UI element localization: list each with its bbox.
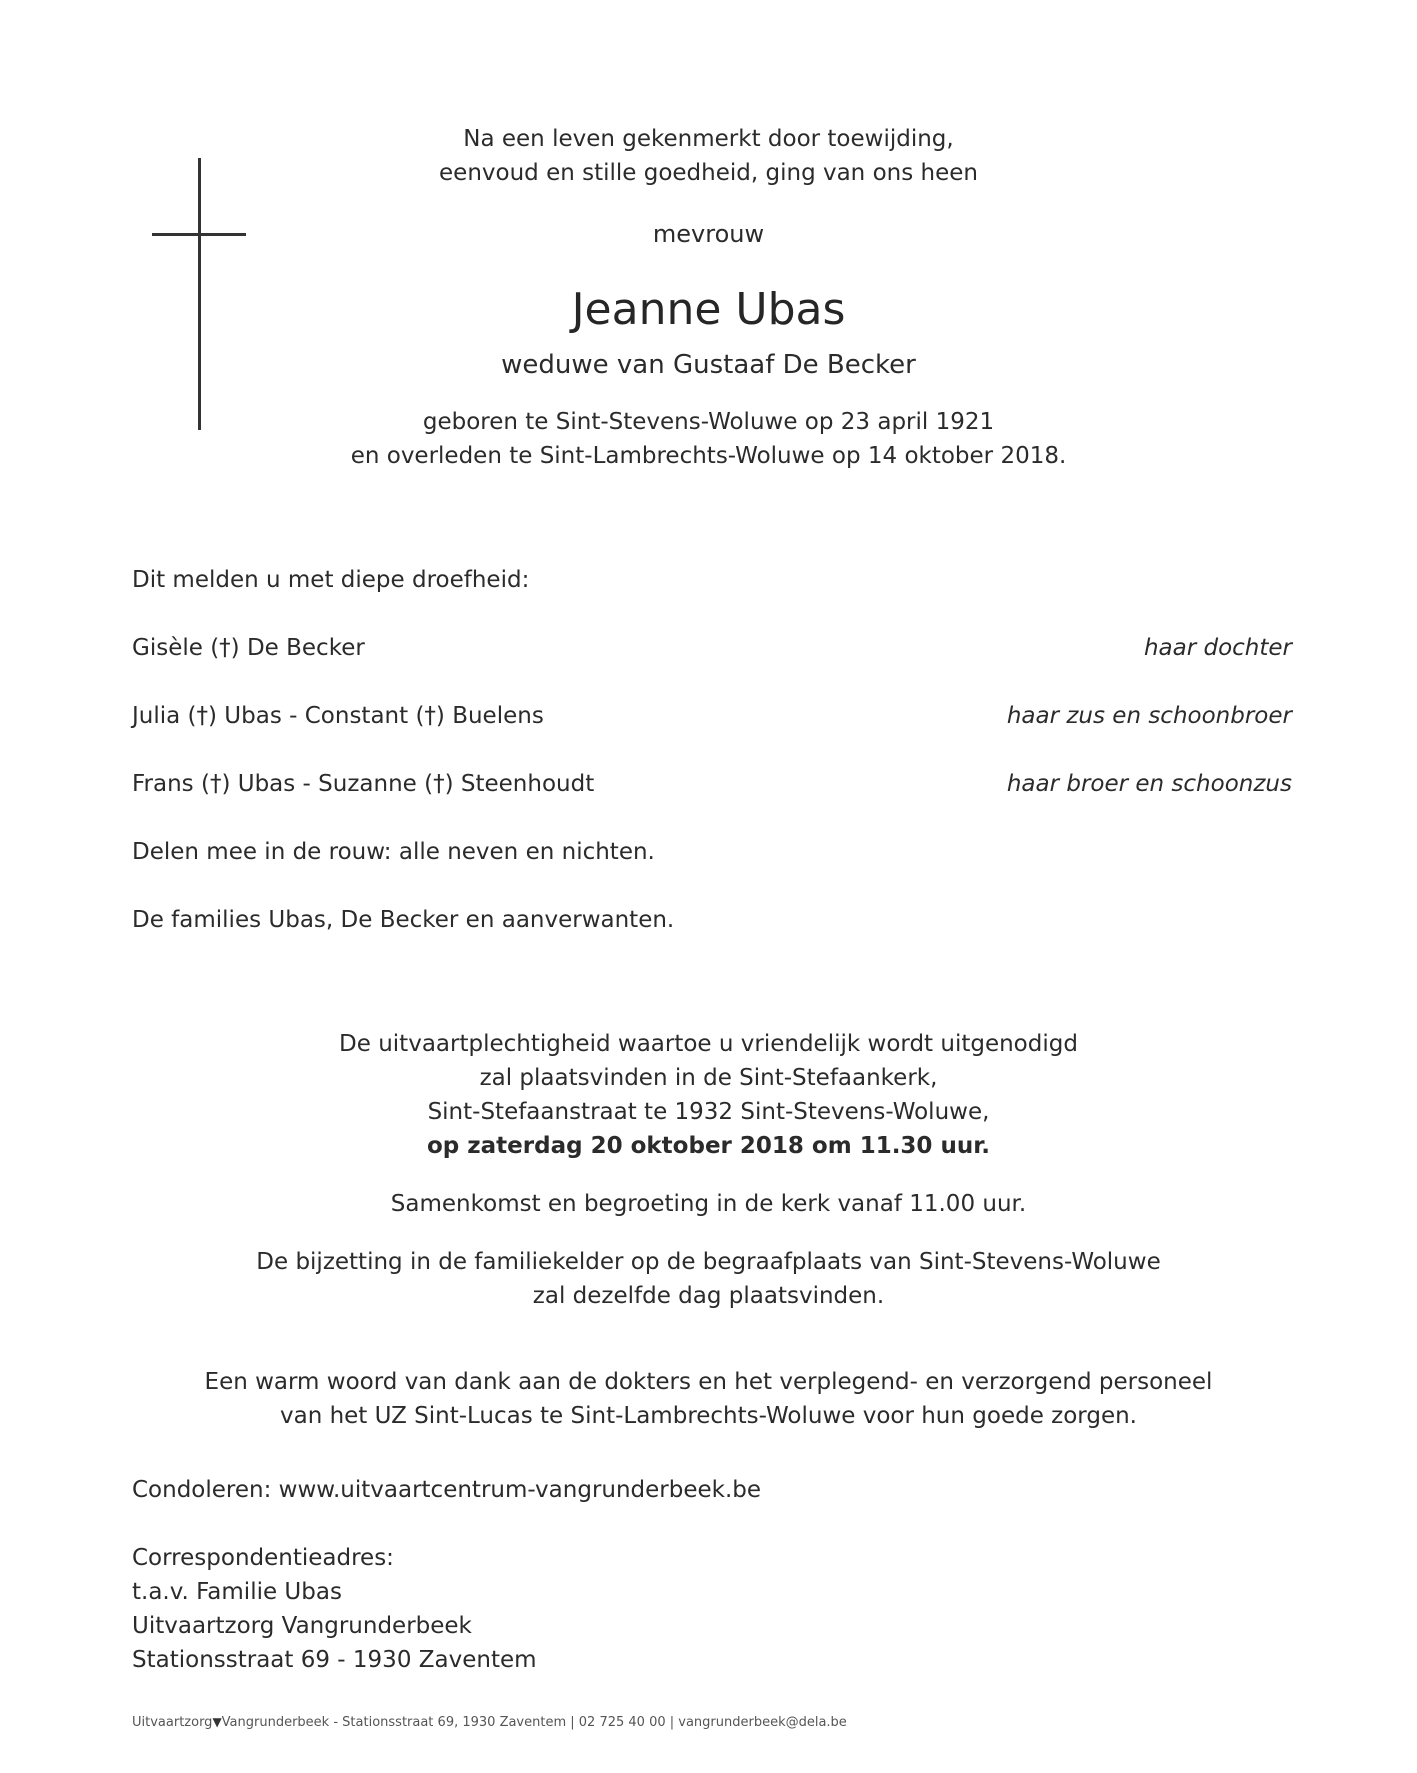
thanks-line-2: van het UZ Sint-Lucas te Sint-Lambrechts-Woluwe voor hun goede zorgen. [279,1403,1137,1429]
correspondence-line-1: t.a.v. Familie Ubas [132,1579,342,1605]
ceremony-info [0,1027,1417,1163]
footer-details: - Stationsstraat 69, 1930 Zaventem | 02 725 40 00 | vangrunderbeek@dela.be [329,1715,847,1730]
family-member: Gisèle (†) De Becker [132,635,365,661]
burial-line-1: De bijzetting in de familiekelder op de begraafplaats van Sint-Stevens-Woluwe [256,1249,1161,1275]
title-word: mevrouw [652,220,765,248]
family-member: Julia (†) Ubas - Constant (†) Buelens [132,703,544,729]
triangle-down-icon: ▼ [212,1715,222,1729]
footer-brand-right: Vangrunderbeek [221,1715,330,1730]
ceremony-line-2: zal plaatsvinden in de Sint-Stefaankerk, [479,1065,938,1091]
birth-line: geboren te Sint-Stevens-Woluwe op 23 april 1921 [422,409,995,435]
thanks-line-1: Een warm woord van dank aan de dokters en het verplegend- en verzorgend personeel [204,1369,1213,1395]
gathering-text: Samenkomst en begroeting in de kerk vanaf 11.00 uur. [390,1191,1027,1217]
family-relation: haar dochter [1143,635,1292,661]
widow-of: weduwe van Gustaaf De Becker [501,350,916,380]
footer [132,1713,847,1732]
intro-line-1: Na een leven gekenmerkt door toewijding, [463,126,954,152]
correspondence-line-3: Stationsstraat 69 - 1930 Zaventem [132,1647,537,1673]
correspondence-line-2: Uitvaartzorg Vangrunderbeek [132,1613,472,1639]
birth-death-dates [0,405,1417,473]
footer-brand-left: Uitvaartzorg [132,1715,213,1730]
family-relation: haar zus en schoonbroer [1006,703,1292,729]
thanks-text [0,1365,1417,1433]
burial-info [0,1245,1417,1313]
correspondence-address [132,1541,537,1677]
burial-line-2: zal dezelfde dag plaatsvinden. [532,1283,885,1309]
condolence-link[interactable]: Condoleren: www.uitvaartcentrum-vangrunderbeek.be [132,1477,762,1503]
families-text: De families Ubas, De Becker en aanverwanten. [132,907,675,933]
family-member: Frans (†) Ubas - Suzanne (†) Steenhoudt [132,771,595,797]
mourning-text: Delen mee in de rouw: alle neven en nichten. [132,839,655,865]
correspondence-heading: Correspondentieadres: [132,1545,394,1571]
intro-text [0,122,1417,190]
ceremony-line-1: De uitvaartplechtigheid waartoe u vriendelijk wordt uitgenodigd [339,1031,1078,1057]
ceremony-date-time: op zaterdag 20 oktober 2018 om 11.30 uur. [427,1133,990,1159]
ceremony-line-3: Sint-Stefaanstraat te 1932 Sint-Stevens-Woluwe, [427,1099,990,1125]
announce-text: Dit melden u met diepe droefheid: [132,567,530,593]
intro-line-2: eenvoud en stille goedheid, ging van ons heen [439,160,978,186]
death-line: en overleden te Sint-Lambrechts-Woluwe op 14 oktober 2018. [350,443,1067,469]
deceased-name: Jeanne Ubas [571,284,846,335]
family-relation: haar broer en schoonzus [1006,771,1292,797]
